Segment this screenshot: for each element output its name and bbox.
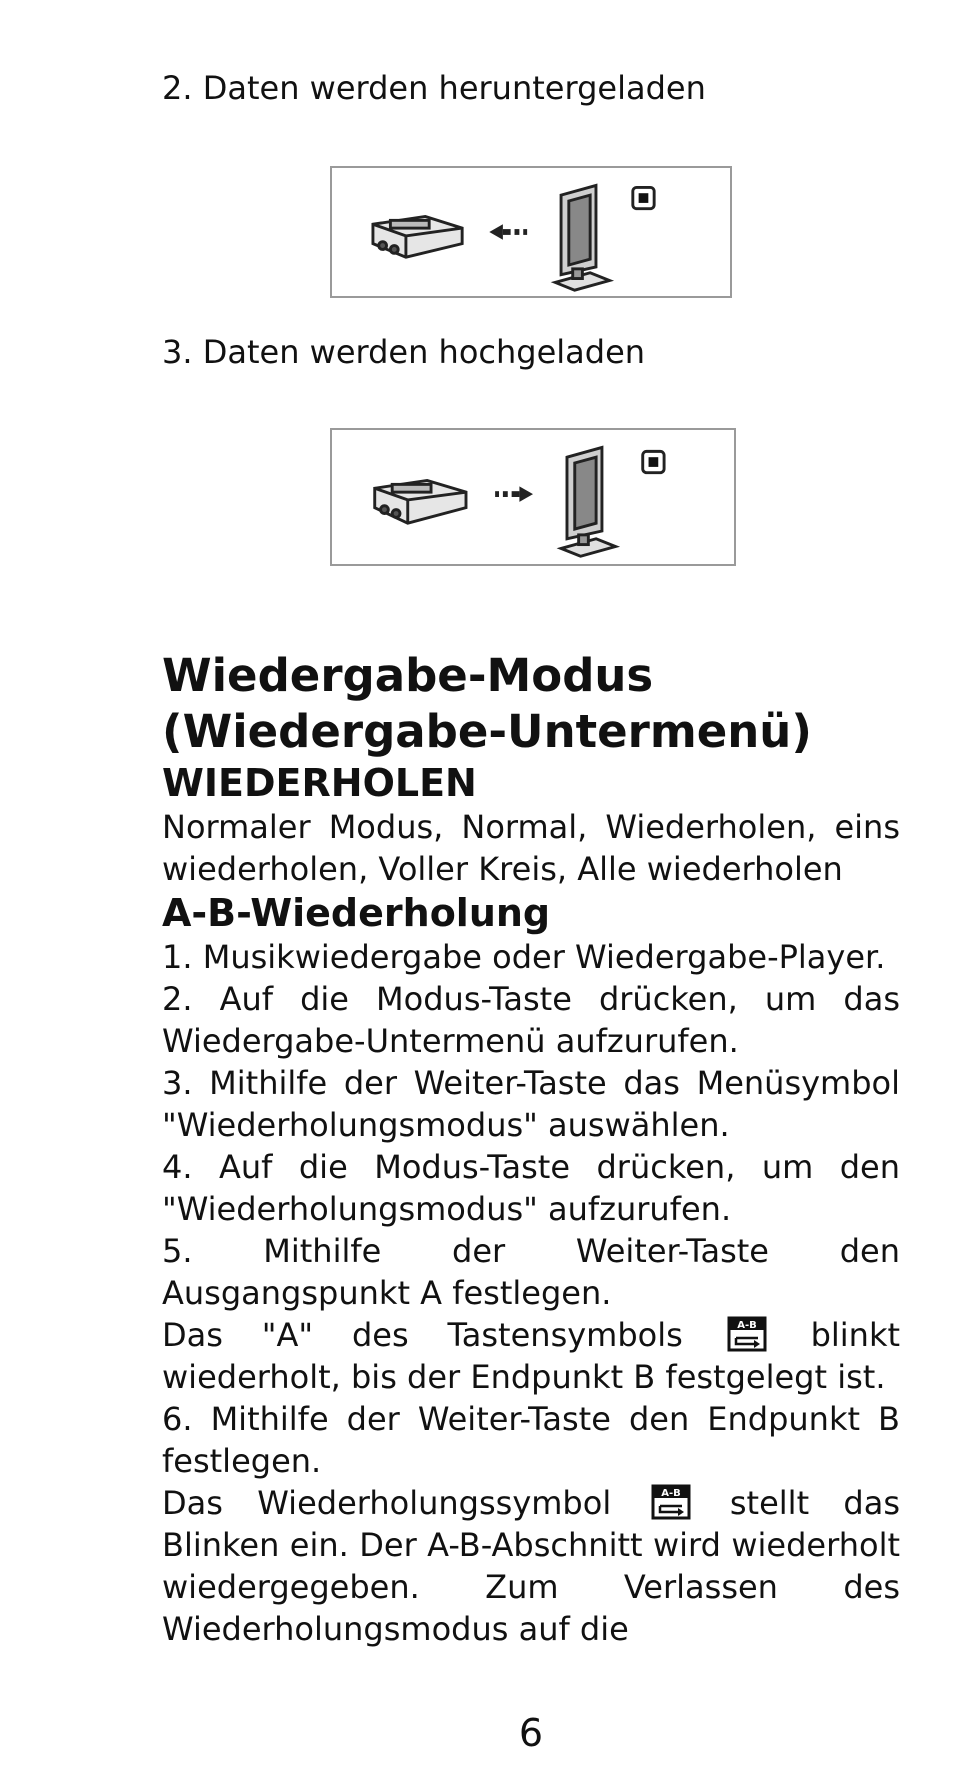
card-reader-download-icon <box>332 168 730 296</box>
ab-icon-label: A-B <box>660 1488 681 1499</box>
instruction-item-2: 2. Auf die Modus-Taste drücken, um das Wiedergabe-Untermenü aufzurufen. <box>162 980 900 1060</box>
page-number: 6 <box>518 1711 544 1755</box>
stop-note-before: Das Wiederholungssymbol <box>162 1484 612 1522</box>
step-caption-download: 2. Daten werden heruntergeladen <box>162 69 706 107</box>
arrow-right-icon <box>495 486 533 502</box>
section-title-line2: (Wiedergabe-Untermenü) <box>162 705 812 758</box>
repeat-heading: WIEDERHOLEN <box>162 761 477 805</box>
stop-note-after: stellt das Blinken ein. Der A-B-Abschnitt wird wiederholt wiedergegeben. Zum Verlassen des Wiederholungsmodus auf die <box>162 1484 901 1648</box>
monitor-icon <box>555 185 609 290</box>
blink-note <box>162 1314 900 1398</box>
card-reader-icon <box>375 480 466 523</box>
upload-illustration <box>330 428 736 566</box>
card-reader-icon <box>373 216 462 257</box>
repeat-modes-text: Normaler Modus, Normal, Wiederholen, eins wiederholen, Voller Kreis, Alle wiederholen <box>162 808 900 888</box>
arrow-left-icon <box>489 224 527 240</box>
ab-repeat-icon <box>650 1484 692 1520</box>
playback-mode-section <box>162 648 900 1650</box>
ab-repeat-heading: A-B-Wiederholung <box>162 891 551 935</box>
instruction-item-6: 6. Mithilfe der Weiter-Taste den Endpunkt B festlegen. <box>162 1400 900 1480</box>
download-illustration <box>330 166 732 298</box>
manual-page <box>162 0 900 1789</box>
stop-note <box>162 1482 900 1650</box>
section-title-line1: Wiedergabe-Modus <box>162 649 654 702</box>
stop-square-icon <box>633 187 654 208</box>
card-reader-upload-icon <box>332 430 734 564</box>
instruction-item-3: 3. Mithilfe der Weiter-Taste das Menüsymbol "Wiederholungsmodus" auswählen. <box>162 1064 900 1144</box>
instruction-item-5: 5. Mithilfe der Weiter-Taste den Ausgangspunkt A festlegen. <box>162 1232 900 1312</box>
blink-note-before: Das "A" des Tastensymbols <box>162 1316 683 1354</box>
step-caption-upload: 3. Daten werden hochgeladen <box>162 333 646 371</box>
ab-icon-label: A-B <box>736 1320 757 1331</box>
stop-square-icon <box>643 451 664 472</box>
ab-repeat-icon <box>726 1316 768 1352</box>
monitor-icon <box>561 447 615 556</box>
blink-note-after: blinkt wiederholt, bis der Endpunkt B festgelegt ist. <box>162 1316 901 1396</box>
instruction-item-1: 1. Musikwiedergabe oder Wiedergabe-Player. <box>162 938 886 976</box>
instruction-item-4: 4. Auf die Modus-Taste drücken, um den "Wiederholungsmodus" aufzurufen. <box>162 1148 900 1228</box>
